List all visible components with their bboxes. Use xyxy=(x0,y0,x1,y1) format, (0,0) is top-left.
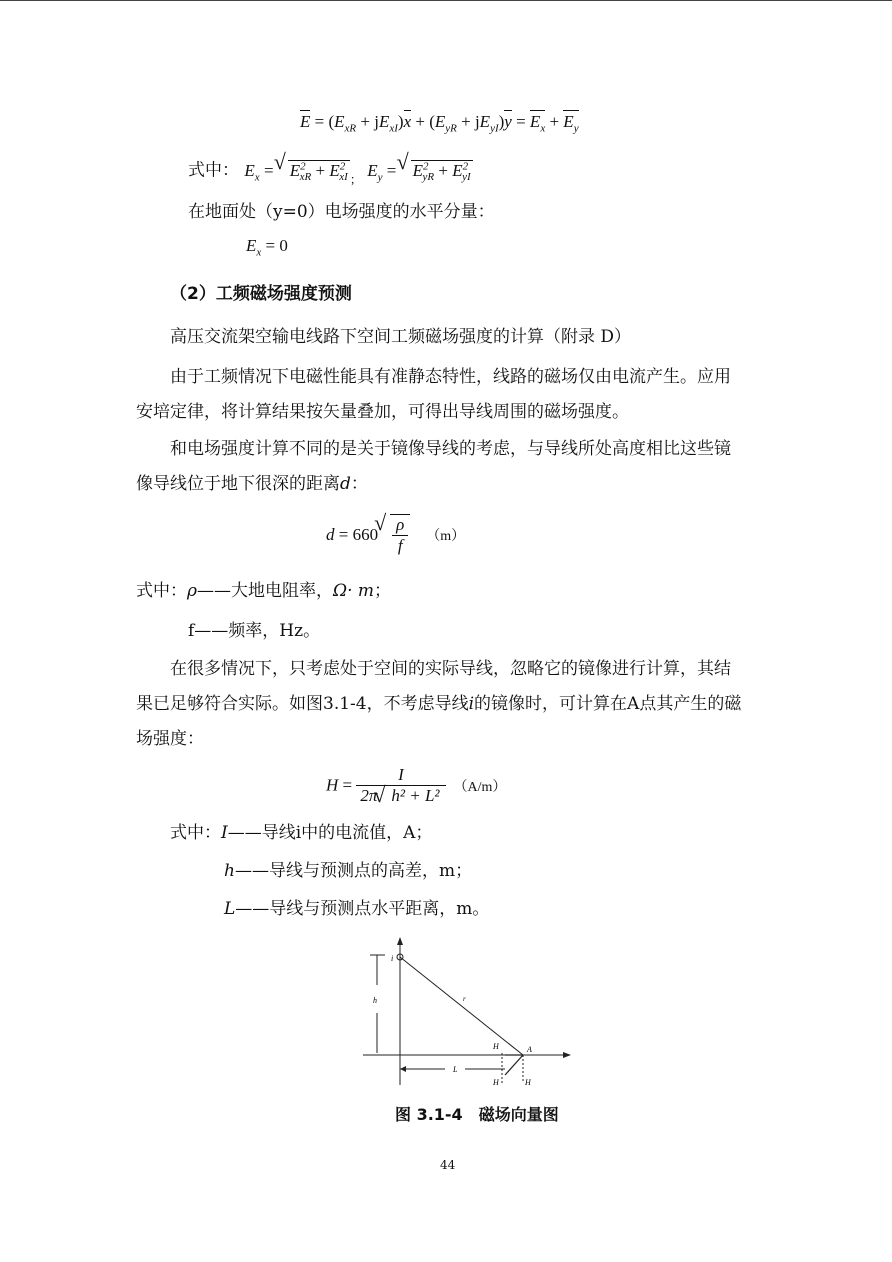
r1b: E xyxy=(329,160,340,180)
e-xr: E xyxy=(334,112,345,131)
where-label: 式中： xyxy=(188,160,239,181)
i-text: ——导线i中的电流值，A； xyxy=(227,823,433,843)
where-label: 式中： xyxy=(170,823,221,843)
i-numerator: I xyxy=(356,765,445,786)
ground-text: 在地面处（y=0）电场强度的水平分量： xyxy=(188,202,495,222)
y-unit: y xyxy=(504,112,512,131)
label-a: A xyxy=(527,1045,532,1054)
r1b-sup: 2 xyxy=(339,160,346,172)
r1a-sub: xR xyxy=(299,171,312,184)
paragraph-2-line-2: 安培定律，将计算结果按矢量叠加，可得出导线周围的磁场强度。 xyxy=(136,402,629,422)
l-definition xyxy=(224,898,489,920)
r1a-sup: 2 xyxy=(300,160,306,172)
h2-l2: h² + L² xyxy=(391,786,440,805)
page-top-border xyxy=(0,0,892,1)
i-definition xyxy=(170,822,432,844)
h-vector xyxy=(505,1055,523,1075)
e-sub: x xyxy=(256,246,262,259)
h-unit: （A/m） xyxy=(453,779,507,795)
rho-symbol: ρ xyxy=(187,581,197,601)
e-yr-sub: yR xyxy=(445,122,457,135)
d-eq: = 660 xyxy=(334,525,379,544)
eq-zero: = 0 xyxy=(261,236,288,255)
plus: + xyxy=(545,112,564,131)
magnetic-vector-figure xyxy=(355,935,575,1090)
paren2: ) xyxy=(498,112,505,131)
r1b-sub: xI xyxy=(339,171,348,184)
rho-text: ——大地电阻率， xyxy=(197,581,333,601)
label-h: h xyxy=(373,996,377,1005)
plus: + xyxy=(311,160,330,180)
paragraph-2-line-1: 由于工频情况下电磁性能具有准静态特性，线路的磁场仅由电流产生。应用 xyxy=(170,367,731,387)
p4-text-b: 的镜像时，可计算在A点其产生的磁 xyxy=(474,694,742,714)
plus-open: + ( xyxy=(411,112,435,131)
section-heading: （2）工频磁场强度预测 xyxy=(170,284,352,304)
r2b: E xyxy=(452,160,463,180)
r2b-sup: 2 xyxy=(462,160,469,172)
ey-sub: y xyxy=(573,122,579,135)
ground-equation xyxy=(246,236,288,258)
page-number: 44 xyxy=(440,1158,456,1172)
equation-e-vector xyxy=(300,112,579,134)
label-i: i xyxy=(391,954,394,963)
d-symbol: d xyxy=(340,474,351,494)
label-r: r xyxy=(463,995,466,1003)
p3-text: 像导线位于地下很深的距离 xyxy=(136,474,340,494)
ex-sub: x xyxy=(254,171,260,184)
eq-sign2: = xyxy=(511,112,530,131)
e-yr: E xyxy=(434,112,446,131)
label-l: L xyxy=(453,1065,458,1074)
ey: E xyxy=(367,160,378,180)
l-dim-arrow-left xyxy=(400,1066,406,1072)
ex: E xyxy=(244,160,255,180)
where-ex-ey xyxy=(188,155,473,191)
paragraph-1: 高压交流架空输电线路下空间工频磁场强度的计算（附录 D） xyxy=(170,327,632,347)
paragraph-3-line-2 xyxy=(136,473,368,495)
h-eq: = xyxy=(338,775,357,795)
equation-d xyxy=(326,514,465,556)
i-symbol: i xyxy=(468,694,475,714)
eq-sign: = ( xyxy=(310,112,335,131)
ey-sub: y xyxy=(377,171,383,184)
rho-unit: Ω· m xyxy=(333,581,375,601)
e-yi: E xyxy=(479,112,491,131)
paragraph-3-line-1: 和电场强度计算不同的是关于镜像导线的考虑，与导线所处高度相比这些镜 xyxy=(170,439,731,459)
plus-j2: + j xyxy=(456,112,480,131)
x-axis-arrow xyxy=(563,1052,571,1058)
e-xr-sub: xR xyxy=(344,122,357,135)
r-line xyxy=(400,957,523,1055)
d-unit: （m） xyxy=(426,529,466,544)
e-xi-sub: xI xyxy=(389,122,398,135)
rho-end: ； xyxy=(374,581,392,601)
paren: ) xyxy=(397,112,404,131)
h-definition xyxy=(224,860,472,882)
where-label: 式中： xyxy=(136,581,187,601)
ey: E xyxy=(563,112,574,131)
label-hy: H xyxy=(525,1078,531,1087)
e-xi: E xyxy=(378,112,390,131)
separator: ； xyxy=(349,172,362,187)
l-symbol: L xyxy=(224,899,236,919)
equation-h xyxy=(326,765,506,806)
paragraph-4-line-2 xyxy=(136,693,741,715)
figure-caption: 图 3.1-4 磁场向量图 xyxy=(395,1105,559,1124)
plus-j: + j xyxy=(356,112,379,131)
e-yi-sub: yI xyxy=(490,122,499,135)
h-symbol: h xyxy=(224,861,235,881)
paragraph-4-line-3: 场强度： xyxy=(136,729,204,749)
e-bar: E xyxy=(300,112,311,131)
ex-sub: x xyxy=(540,122,546,135)
i-symbol: I xyxy=(221,823,228,843)
p3-colon: ： xyxy=(350,474,368,494)
h-lhs: H xyxy=(326,775,339,795)
eq2: = xyxy=(382,160,401,180)
r2a-sub: yR xyxy=(422,171,435,184)
label-h-vec: H xyxy=(493,1078,499,1087)
f: f xyxy=(397,536,403,555)
rho: √ ρ xyxy=(392,515,408,536)
p4-text-a: 果已足够符合实际。如图3.1-4，不考虑导线 xyxy=(136,694,469,714)
d-lhs: d xyxy=(326,525,335,544)
label-hx: H xyxy=(493,1042,499,1051)
r2a-sup: 2 xyxy=(423,160,429,172)
l-text: ——导线与预测点水平距离，m。 xyxy=(235,899,490,919)
r2b-sub: yI xyxy=(462,171,471,184)
rho-definition xyxy=(136,580,391,602)
ex: E xyxy=(529,112,541,131)
x-unit: x xyxy=(403,112,412,131)
plus2: + xyxy=(434,160,453,180)
y-axis-arrow xyxy=(397,937,403,945)
eq: = xyxy=(259,160,278,180)
r1a: E xyxy=(289,160,301,180)
r2a: E xyxy=(412,160,423,180)
two-pi: 2π xyxy=(360,786,378,805)
e: E xyxy=(246,236,257,255)
paragraph-4-line-1: 在很多情况下，只考虑处于空间的实际导线，忽略它的镜像进行计算，其结 xyxy=(170,659,731,679)
h-text: ——导线与预测点的高差，m； xyxy=(234,861,473,881)
f-definition: f——频率，Hz。 xyxy=(188,621,321,641)
